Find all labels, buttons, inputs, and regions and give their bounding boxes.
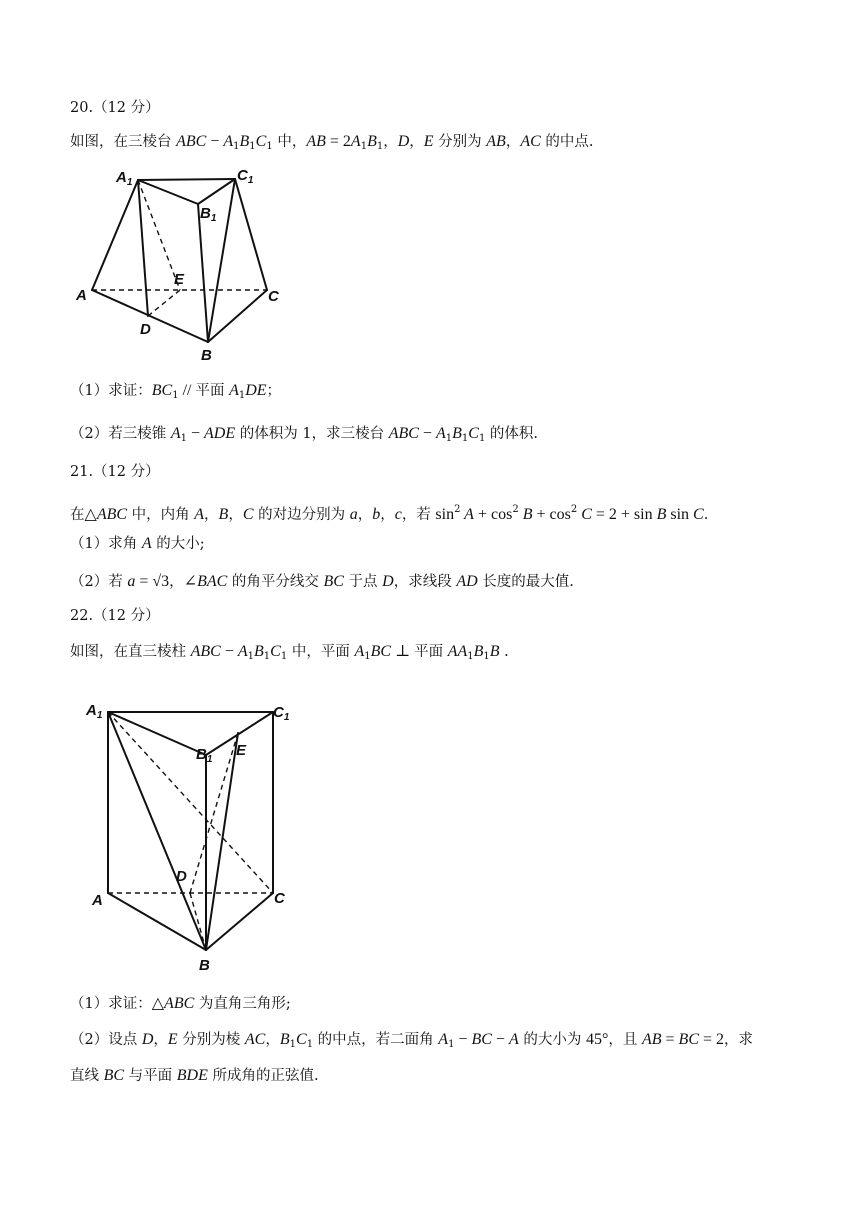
label-C1: $C_1$ (237, 167, 254, 186)
q21-part2: （2）若 a = √3，∠BAC 的角平分线交 BC 于点 D，求线段 AD 长度的最大值. (70, 573, 574, 590)
label-A: A (76, 287, 87, 304)
q22-part2: （2）设点 D，E 分别为棱 AC，$B_1C_1$ 的中点，若二面角 $A_1$ − BC − A 的大小为 45°，且 AB = BC = 2，求 (70, 1031, 754, 1050)
q20-part2: （2）若三棱锥 $A_1$ − ADE 的体积为 1，求三棱台 ABC − $A_1B_1C_1$ 的体积. (70, 425, 539, 444)
q21-part1: （1）求角 A 的大小; (70, 535, 205, 552)
q20-intro: 如图，在三棱台 ABC − $A_1B_1C_1$ 中，AB = $2A_1B_1$，D，E 分别为 AB，AC 的中点. (70, 133, 594, 152)
label-A1: $A_1$ (86, 702, 103, 721)
q20-header: 20.（12 分） (70, 100, 160, 116)
q21-header: 21.（12 分） (70, 464, 160, 480)
label-E: E (236, 742, 247, 759)
label-B1: $B_1$ (200, 205, 217, 224)
q22-part1: （1）求证：△ABC 为直角三角形; (70, 995, 291, 1012)
label-D: D (140, 321, 151, 338)
label-E: E (174, 271, 185, 288)
q22-intro: 如图，在直三棱柱 ABC − $A_1B_1C_1$ 中，平面 $A_1BC$ ⊥ 平面 $AA_1B_1B$ . (70, 643, 509, 662)
q20-part1: （1）求证：$BC_1$ // 平面 $A_1DE$； (70, 382, 282, 401)
q22-part2-cont: 直线 BC 与平面 BDE 所成角的正弦值. (70, 1067, 319, 1084)
label-B: B (199, 957, 210, 974)
label-A: A (92, 892, 103, 909)
label-B: B (201, 347, 212, 364)
q20-frustum-figure (70, 162, 310, 367)
q22-prism-figure (78, 695, 303, 980)
label-C1: $C_1$ (273, 704, 290, 723)
label-A1: $A_1$ (116, 169, 133, 188)
label-B1: $B_1$ (196, 746, 213, 765)
label-C: C (268, 288, 279, 305)
label-D: D (176, 868, 187, 885)
q21-intro: 在△ABC 中，内角 A，B，C 的对边分别为 a，b，c，若 $\sin^2 A + \cos^2 B + \cos^2 C = 2 + \sin B$ sin C. (70, 504, 709, 523)
q22-header: 22.（12 分） (70, 608, 160, 624)
label-C: C (274, 890, 285, 907)
